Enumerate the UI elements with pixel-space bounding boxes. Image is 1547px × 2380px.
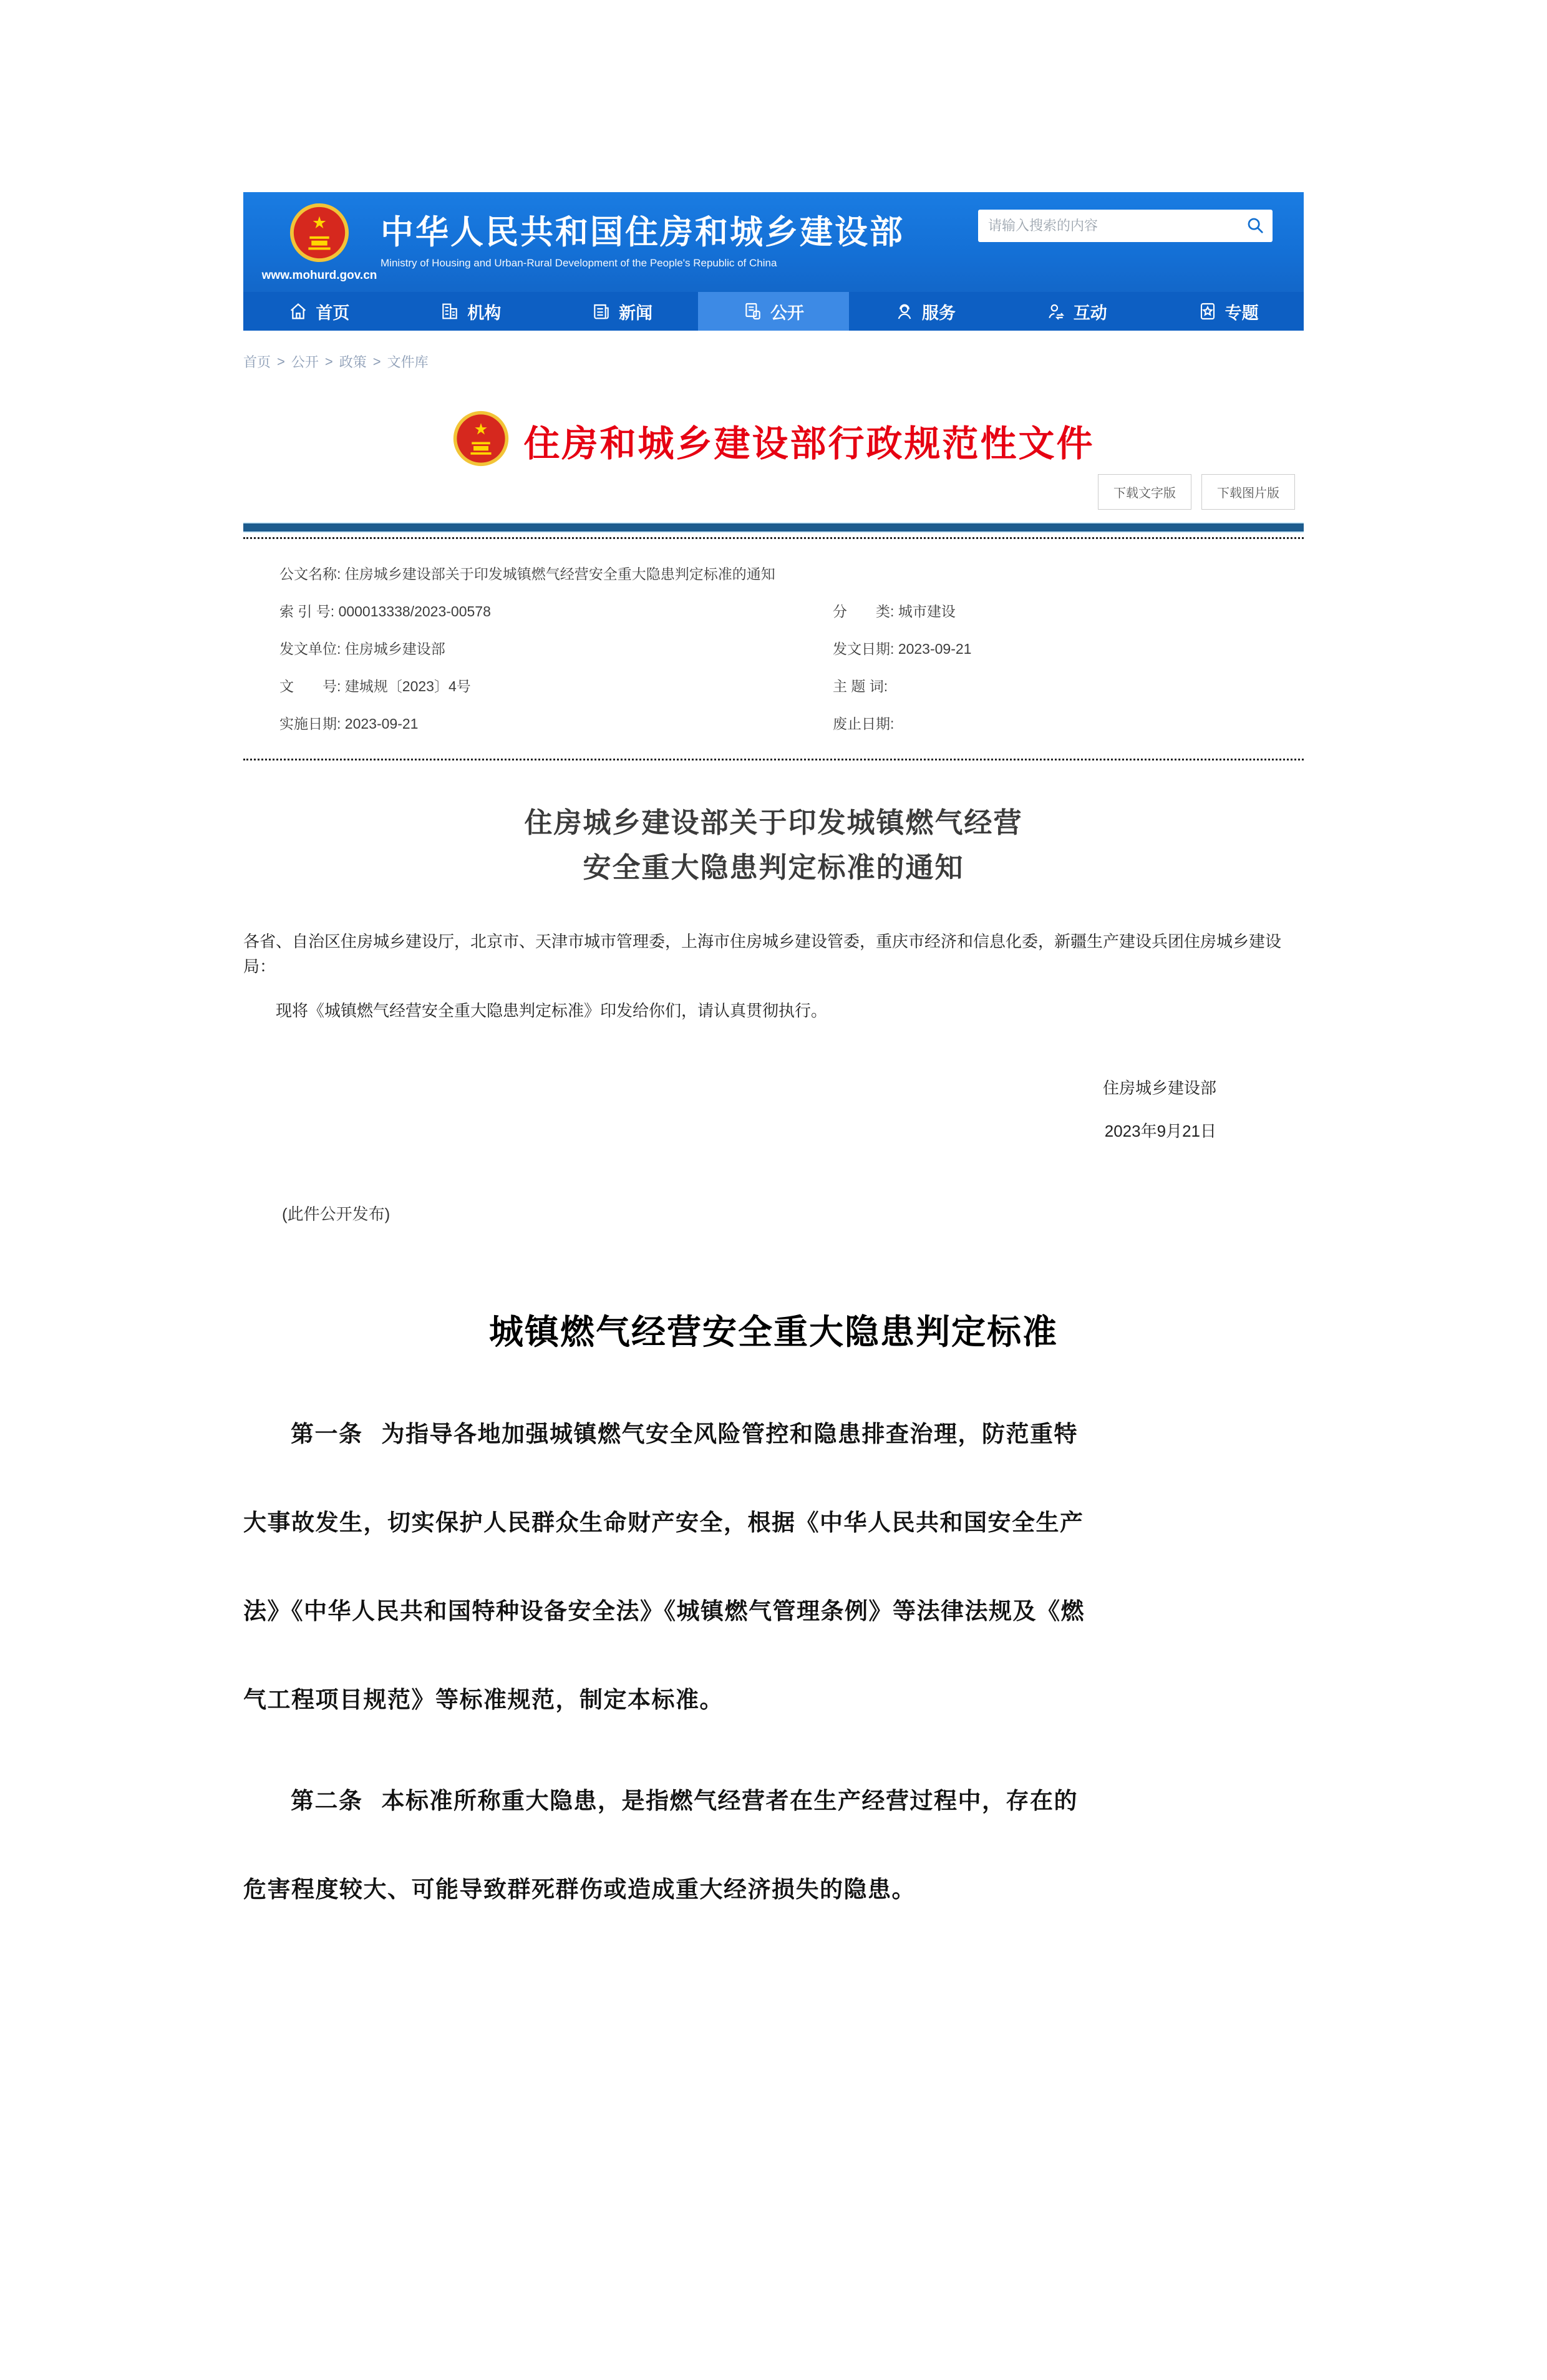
public-release-note: (此件公开发布) bbox=[282, 1204, 390, 1223]
article-label: 第一条 bbox=[291, 1421, 363, 1447]
breadcrumb-open[interactable]: 公开 bbox=[291, 354, 319, 370]
meta-value: 住房城乡建设部 bbox=[344, 641, 445, 657]
nav-item-home[interactable]: 首页 bbox=[243, 292, 395, 331]
download-row bbox=[243, 474, 1304, 510]
nav-item-interact[interactable]: 互动 bbox=[1001, 292, 1152, 331]
meta-label: 分 类: bbox=[833, 603, 898, 619]
topic-icon bbox=[1198, 301, 1218, 321]
breadcrumb-policy[interactable]: 政策 bbox=[339, 354, 367, 370]
site-url: www.mohurd.gov.cn bbox=[261, 268, 377, 282]
service-icon bbox=[895, 301, 914, 321]
meta-label: 公文名称: bbox=[279, 566, 345, 582]
national-emblem-icon bbox=[289, 202, 350, 266]
article-label: 第二条 bbox=[291, 1787, 363, 1814]
building-icon bbox=[440, 301, 460, 321]
site-title: 中华人民共和国住房和城乡建设部 bbox=[381, 213, 904, 251]
banner-title: 住房和城乡建设部行政规范性文件 bbox=[523, 423, 1095, 464]
meta-label: 实施日期: bbox=[279, 716, 345, 732]
meta-value: 2023-09-21 bbox=[344, 716, 419, 732]
article-line: 第二条 本标准所称重大隐患，是指燃气经营者在生产经营过程中，存在的 bbox=[291, 1787, 1078, 1814]
document-title bbox=[243, 800, 1304, 890]
national-emblem-icon bbox=[452, 410, 510, 470]
meta-value: 住房城乡建设部关于印发城镇燃气经营安全重大隐患判定标准的通知 bbox=[344, 566, 775, 582]
meta-value: 建城规〔2023〕4号 bbox=[344, 678, 471, 694]
document-title-line2: 安全重大隐患判定标准的通知 bbox=[583, 851, 964, 884]
site-header bbox=[243, 192, 1304, 331]
breadcrumb-separator: > bbox=[277, 353, 285, 369]
meta-row-name bbox=[279, 563, 1268, 583]
download-text-button[interactable]: 下载文字版 bbox=[1098, 474, 1191, 510]
article-1 bbox=[243, 1390, 1304, 1744]
letter-body bbox=[243, 929, 1304, 1023]
standard-title: 城镇燃气经营安全重大隐患判定标准 bbox=[488, 1312, 1058, 1351]
interact-icon bbox=[1046, 301, 1066, 321]
signature-date: 2023年9月21日 bbox=[1104, 1121, 1216, 1140]
nav-item-org[interactable]: 机构 bbox=[395, 292, 546, 331]
letter-salutation: 各省、自治区住房城乡建设厅，北京市、天津市城市管理委，上海市住房城乡建设管委，重庆市经济和信息化委，新疆生产建设兵团住房城乡建设局： bbox=[243, 932, 1282, 976]
site-logo[interactable] bbox=[261, 202, 377, 283]
dotted-divider-bottom bbox=[243, 759, 1304, 760]
site-title-block bbox=[381, 215, 904, 270]
meta-value: 000013338/2023-00578 bbox=[338, 603, 491, 619]
article-line: 危害程度较大、可能导致群死群伤或造成重大经济损失的隐患。 bbox=[243, 1876, 916, 1902]
home-icon bbox=[288, 301, 308, 321]
document-title-line1: 住房城乡建设部关于印发城镇燃气经营 bbox=[524, 806, 1023, 839]
meta-label: 发文日期: bbox=[833, 641, 898, 657]
signer-name: 住房城乡建设部 bbox=[1102, 1078, 1216, 1097]
nav-item-topics[interactable]: 专题 bbox=[1152, 292, 1304, 331]
nav-item-service[interactable]: 服务 bbox=[849, 292, 1001, 331]
main-nav bbox=[243, 292, 1304, 331]
article-line: 大事故发生，切实保护人民群众生命财产安全，根据《中华人民共和国安全生产 bbox=[243, 1509, 1084, 1535]
meta-row bbox=[279, 638, 1268, 658]
breadcrumb bbox=[243, 352, 1304, 371]
meta-row bbox=[279, 600, 1268, 621]
meta-value: 2023-09-21 bbox=[898, 641, 972, 657]
nav-item-open[interactable]: 公开 bbox=[698, 292, 850, 331]
news-icon bbox=[591, 301, 611, 321]
article-line: 第一条 为指导各地加强城镇燃气安全风险管控和隐患排查治理，防范重特 bbox=[291, 1421, 1078, 1447]
meta-value: 城市建设 bbox=[898, 603, 956, 619]
meta-label: 索 引 号: bbox=[279, 603, 339, 619]
breadcrumb-home[interactable]: 首页 bbox=[243, 354, 271, 370]
document-banner bbox=[243, 410, 1304, 470]
search-box bbox=[978, 210, 1273, 242]
download-image-button[interactable]: 下载图片版 bbox=[1201, 474, 1295, 510]
meta-label: 废止日期: bbox=[833, 716, 895, 732]
meta-label: 文 号: bbox=[279, 678, 345, 694]
search-input[interactable] bbox=[978, 218, 1238, 234]
article-line: 法》《中华人民共和国特种设备安全法》《城镇燃气管理条例》等法律法规及《燃 bbox=[243, 1598, 1085, 1624]
meta-row bbox=[279, 712, 1268, 733]
signature-block bbox=[243, 1076, 1304, 1142]
meta-label: 主 题 词: bbox=[833, 678, 888, 694]
site-subtitle: Ministry of Housing and Urban-Rural Development of the People's Republic of China bbox=[381, 257, 777, 270]
search-icon bbox=[1246, 216, 1264, 236]
page bbox=[243, 192, 1304, 1934]
nav-item-news[interactable]: 新闻 bbox=[546, 292, 698, 331]
document-metadata bbox=[243, 539, 1304, 754]
article-2 bbox=[243, 1757, 1304, 1934]
letter-text: 现将《城镇燃气经营安全重大隐患判定标准》印发给你们，请认真贯彻执行。 bbox=[276, 1001, 828, 1020]
breadcrumb-separator: > bbox=[372, 353, 381, 369]
article-line: 气工程项目规范》等标准规范，制定本标准。 bbox=[243, 1686, 724, 1712]
meta-row bbox=[279, 675, 1268, 696]
breadcrumb-library[interactable]: 文件库 bbox=[387, 354, 429, 370]
breadcrumb-separator: > bbox=[324, 353, 333, 369]
search-button[interactable] bbox=[1238, 210, 1273, 242]
navy-divider bbox=[243, 522, 1304, 533]
meta-label: 发文单位: bbox=[279, 641, 345, 657]
header-top bbox=[243, 192, 1304, 292]
document-icon bbox=[743, 301, 763, 321]
